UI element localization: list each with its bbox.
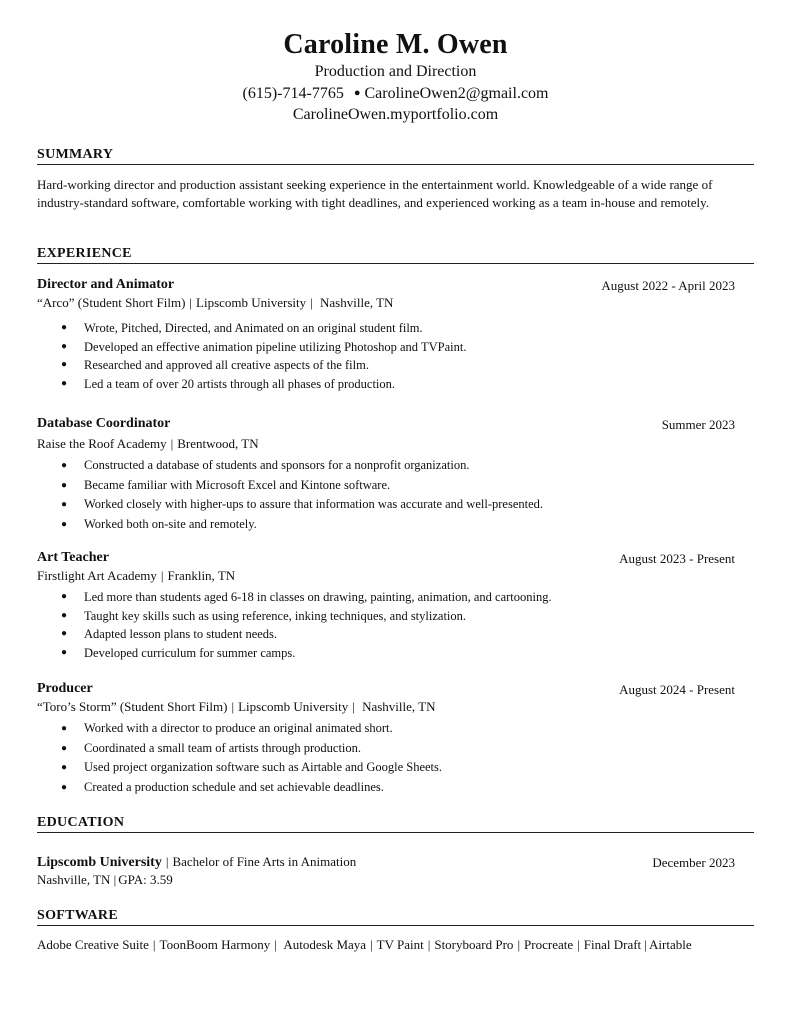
candidate-name: Caroline M. Owen [283, 29, 508, 60]
list-item: ● Researched and approved all creative aspects of the film. [37, 356, 466, 375]
list-item: ● Led a team of over 20 artists through all phases of production. [37, 375, 466, 394]
job-title: Art Teacher [37, 550, 109, 565]
contact-line [0, 85, 791, 103]
list-item: ● Worked both on-site and remotely. [37, 515, 543, 535]
education-line: Lipscomb University | Bachelor of Fine Arts in Animation [37, 854, 357, 870]
email-link[interactable]: CarolineOwen2@gmail.com [364, 85, 549, 102]
software-item: Storyboard Pro [434, 937, 514, 952]
job-bullets [37, 588, 552, 663]
summary-text: Hard-working director and production assistant seeking experience in the entertainment world. Knowledgeable of a wide range of industry-standard software, comfortable working with tight deadlines, and experienced working as a team in-house and remotely. [37, 177, 713, 210]
software-item: Adobe Creative Suite [37, 937, 149, 952]
job-title: Director and Animator [37, 277, 175, 292]
software-item: Autodesk Maya [283, 937, 367, 952]
job-location: Nashville, TN [320, 295, 394, 310]
software-list: Adobe Creative Suite | ToonBoom Harmony | Autodesk Maya | TV Paint | Storyboard Pro | Procreate | Final Draft | Airtable [37, 937, 692, 952]
job-details: Firstlight Art Academy | Franklin, TN [37, 568, 236, 583]
software-item: Final Draft [583, 937, 642, 952]
degree: Bachelor of Fine Arts in Animation [172, 854, 357, 869]
job-date: August 2023 - Present [619, 551, 735, 566]
job-organization: Lipscomb University [196, 295, 307, 310]
software-item: Airtable [649, 937, 692, 952]
experience-heading: EXPERIENCE [37, 246, 132, 261]
job-organization: Lipscomb University [238, 699, 349, 714]
school-name: Lipscomb University [37, 855, 162, 870]
school-location: Nashville, TN [37, 872, 111, 887]
job-bullets [37, 319, 466, 394]
tagline: Production and Direction [314, 63, 477, 80]
portfolio-link[interactable]: CarolineOwen.myportfolio.com [292, 106, 499, 123]
list-item: ● Led more than students aged 6-18 in classes on drawing, painting, animation, and cartooning. [37, 588, 552, 607]
phone-number: (615)-714-7765 [242, 85, 344, 102]
job-bullets [37, 719, 442, 798]
job-organization: Raise the Roof Academy [37, 436, 167, 451]
job-location: Nashville, TN [362, 699, 436, 714]
section-divider [37, 263, 754, 264]
job-date: August 2024 - Present [619, 682, 735, 697]
bullet-dot-icon: ● [353, 87, 361, 99]
list-item: ● Developed an effective animation pipeline utilizing Photoshop and TVPaint. [37, 338, 466, 357]
job-details: “Arco” (Student Short Film) | Lipscomb University | Nashville, TN [37, 295, 394, 310]
job-project: “Arco” (Student Short Film) [37, 295, 186, 310]
software-heading: SOFTWARE [37, 908, 118, 923]
job-location: Brentwood, TN [177, 436, 259, 451]
education-details: Nashville, TN | GPA: 3.59 [37, 872, 173, 887]
job-title: Database Coordinator [37, 416, 171, 431]
job-project: “Toro’s Storm” (Student Short Film) [37, 699, 228, 714]
summary-heading: SUMMARY [37, 147, 114, 162]
job-bullets [37, 456, 543, 534]
list-item: ● Created a production schedule and set achievable deadlines. [37, 778, 442, 798]
job-details: “Toro’s Storm” (Student Short Film) | Lipscomb University | Nashville, TN [37, 699, 436, 714]
job-organization: Firstlight Art Academy [37, 568, 157, 583]
section-divider [37, 832, 754, 833]
list-item: ● Worked closely with higher-ups to assure that information was accurate and well-presented. [37, 495, 543, 515]
list-item: ● Coordinated a small team of artists through production. [37, 739, 442, 759]
software-item: Procreate [524, 937, 574, 952]
list-item: ● Constructed a database of students and sponsors for a nonprofit organization. [37, 456, 543, 476]
list-item: ● Adapted lesson plans to student needs. [37, 625, 552, 644]
education-date: December 2023 [652, 855, 735, 870]
job-date: August 2022 - April 2023 [601, 278, 735, 293]
list-item: ● Worked with a director to produce an original animated short. [37, 719, 442, 739]
list-item: ● Wrote, Pitched, Directed, and Animated on an original student film. [37, 319, 466, 338]
job-location: Franklin, TN [167, 568, 236, 583]
list-item: ● Became familiar with Microsoft Excel and Kintone software. [37, 476, 543, 496]
list-item: ● Developed curriculum for summer camps. [37, 644, 552, 663]
section-divider [37, 925, 754, 926]
list-item: ● Used project organization software such as Airtable and Google Sheets. [37, 758, 442, 778]
software-item: TV Paint [376, 937, 424, 952]
job-title: Producer [37, 681, 93, 696]
job-details: Raise the Roof Academy | Brentwood, TN [37, 436, 259, 451]
section-divider [37, 164, 754, 165]
job-date: Summer 2023 [661, 417, 735, 432]
education-heading: EDUCATION [37, 815, 125, 830]
software-item: ToonBoom Harmony [159, 937, 271, 952]
list-item: ● Taught key skills such as using reference, inking techniques, and stylization. [37, 607, 552, 626]
gpa: GPA: 3.59 [118, 872, 173, 887]
